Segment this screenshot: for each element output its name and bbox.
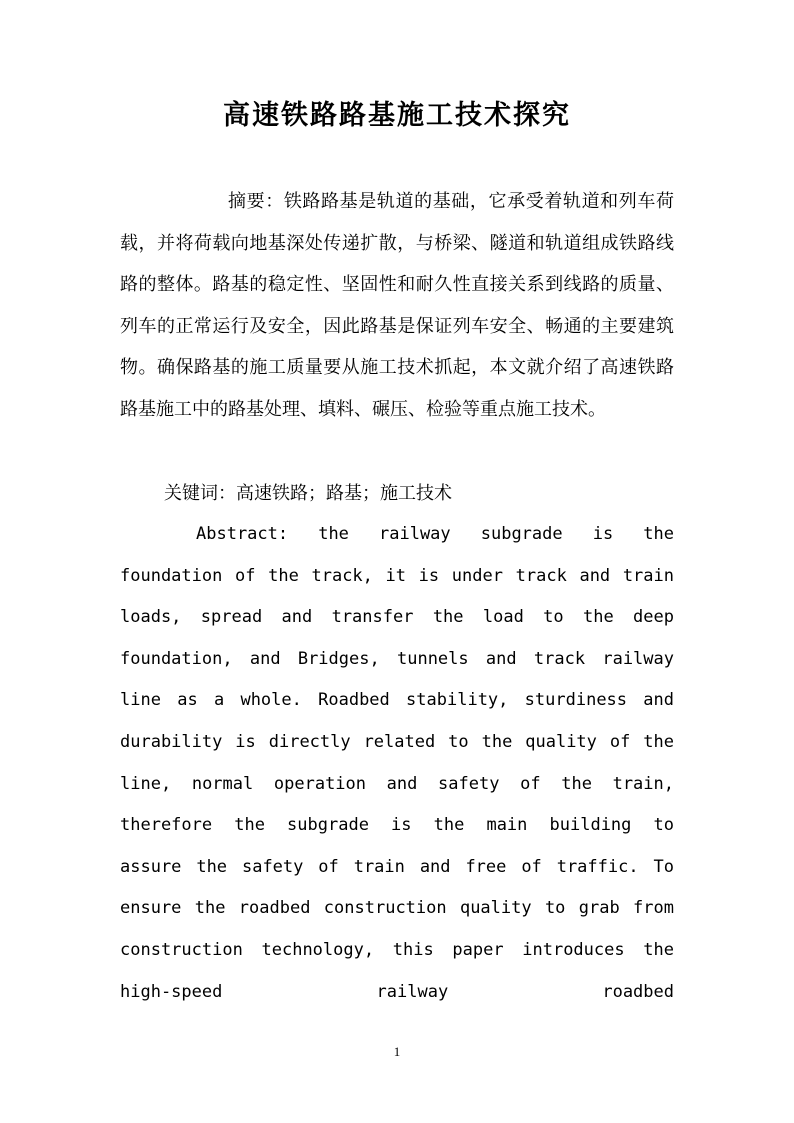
- chinese-abstract: 摘要：铁路路基是轨道的基础，它承受着轨道和列车荷载，并将荷载向地基深处传递扩散，与桥梁、隧道和轨道组成铁路线路的整体。路基的稳定性、坚固性和耐久性直接关系到线路的质量、列车的正常运行及安全，因此路基是保证列车安全、畅通的主要建筑物。确保路基的施工质量要从施工技术抓起，本文就介绍了高速铁路路基施工中的路基处理、填料、碾压、检验等重点施工技术。: [120, 191, 674, 420]
- page-number: 1: [393, 1044, 401, 1059]
- keywords-line: 关键词：高速铁路；路基；施工技术: [164, 483, 452, 504]
- english-abstract: Abstract: the railway subgrade is the foundation of the track, it is under track and train loads, spread and transfer the load to the deep foundation, and Bridges, tunnels and track railway line as a whole. Roadbed stability, sturdiness and durability is directly related to the quality of the line, normal operation and safety of the train, therefore the subgrade is the main building to assure the safety of train and free of traffic. To ensure the roadbed construction quality to grab from construction technology, this paper introduces the high-speed railway roadbed: [120, 524, 674, 1002]
- document-title: 高速铁路路基施工技术探究: [223, 100, 571, 131]
